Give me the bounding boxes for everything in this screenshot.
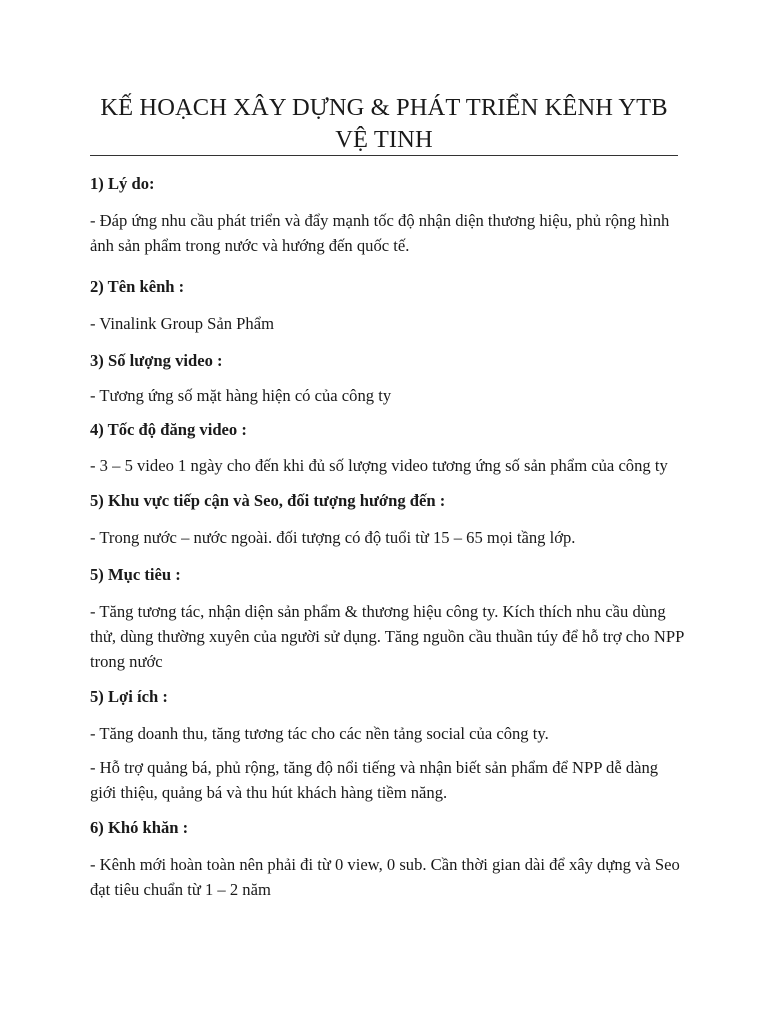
- section-paragraph: - Vinalink Group Sản Phẩm: [90, 314, 274, 333]
- title-line-1: KẾ HOẠCH XÂY DỰNG & PHÁT TRIỂN KÊNH YTB: [100, 94, 668, 121]
- section-paragraph: - Tăng doanh thu, tăng tương tác cho các nền tảng social của công ty.: [90, 724, 549, 743]
- section-heading-loi-ich: 5) Lợi ích :: [90, 687, 168, 706]
- section-heading-ten-kenh: 2) Tên kênh :: [90, 277, 185, 296]
- section-paragraph: - Tương ứng số mặt hàng hiện có của công ty: [90, 386, 392, 405]
- section-paragraph: - Hỗ trợ quảng bá, phủ rộng, tăng độ nổi tiếng và nhận biết sản phẩm để NPP dễ dàng giới thiệu, quảng bá và thu hút khách hàng tiềm năng.: [90, 758, 659, 802]
- section-heading-ly-do: 1) Lý do:: [90, 174, 155, 193]
- section-heading-so-luong-video: 3) Số lượng video :: [90, 351, 223, 370]
- section-paragraph: - Kênh mới hoàn toàn nên phải đi từ 0 view, 0 sub. Cần thời gian dài để xây dựng và Seo đạt tiêu chuẩn từ 1 – 2 năm: [90, 855, 680, 899]
- section-heading-kho-khan: 6) Khó khăn :: [90, 818, 189, 837]
- document-body: [90, 170, 686, 902]
- section-heading-khu-vuc-tiep-can: 5) Khu vực tiếp cận và Seo, đối tượng hướng đến :: [90, 491, 446, 510]
- title-divider: [90, 155, 678, 156]
- section-paragraph: - Tăng tương tác, nhận diện sản phẩm & thương hiệu công ty. Kích thích nhu cầu dùng thử, dùng thường xuyên của người sử dụng. Tăng nguồn cầu thuần túy để hỗ trợ cho NPP trong nước: [90, 602, 684, 671]
- section-heading-toc-do-dang-video: 4) Tốc độ đăng video :: [90, 420, 247, 439]
- document-title: [60, 92, 708, 156]
- section-paragraph: - 3 – 5 video 1 ngày cho đến khi đủ số lượng video tương ứng số sản phẩm của công ty: [90, 456, 668, 475]
- section-heading-muc-tieu: 5) Mục tiêu :: [90, 565, 181, 584]
- title-line-2: VỆ TINH: [335, 126, 433, 153]
- section-paragraph: - Đáp ứng nhu cầu phát triển và đẩy mạnh tốc độ nhận diện thương hiệu, phủ rộng hình ảnh sản phẩm trong nước và hướng đến quốc tế.: [90, 211, 670, 255]
- section-paragraph: - Trong nước – nước ngoài. đối tượng có độ tuổi từ 15 – 65 mọi tầng lớp.: [90, 528, 576, 547]
